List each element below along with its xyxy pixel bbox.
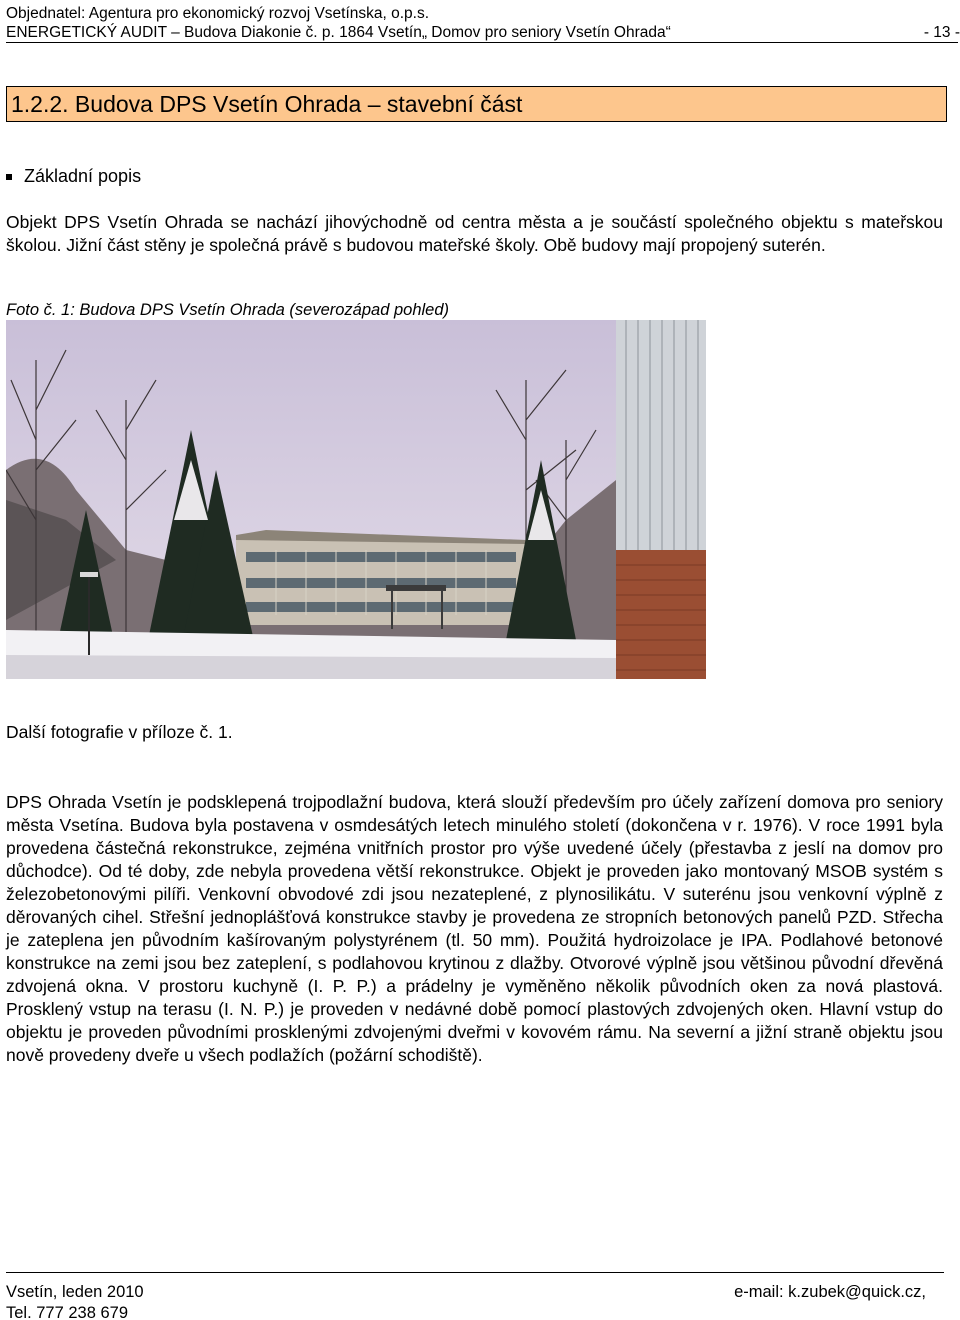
description-paragraph: DPS Ohrada Vsetín je podsklepená trojpodlažní budova, která slouží především pro účely zařízení domova pro seniory města Vsetína. Budova byla postavena v osmdesátých letech minulého století (dokončena v r. 1976). V roce 1991 byla provedena částečná rekonstrukce, zejména vnitřních prostor pro výše uvedené účely (přestavba z jeslí na domov pro důchodce). Od té doby, zde nebyla provedena větší rekonstrukce. Objekt je proveden jako montovaný MSOB systém s železobetonovými pilíři. Venkovní obvodové zdi jsou nezateplené, z plynosilikátu. V suterénu jsou venkovní výplně z děrovaných cihel. Střešní jednoplášťová konstrukce stavby je provedena ze stropních betonových panelů PZD. Střecha je zateplena jen původním kašírovaným polystyrénem (tl. 50 mm). Použitá hydroizolace je IPA. Podlahové betonové konstrukce na zemi jsou bez zateplení, s podlahovou krytinou z dlažby. Otvorové výplně jsou většinou původní dřevěná zdvojená okna. V prostoru kuchyně (I. P. P.) a prádelny je vyměněno několik původních oken za nová plastová. Prosklený vstup na terasu (I. N. P.) je proveden v nedávné době pomocí plastových zdvojených oken. Hlavní vstup do objektu je proveden původními prosklenými zdvojenými dveřmi v kovovém rámu. Na severní a jižní straně objektu jsou nově provedeny dveře u všech podlažích (požární schodiště). (6, 792, 943, 1065)
photo-caption: Foto č. 1: Budova DPS Vsetín Ohrada (severozápad pohled) (6, 301, 450, 319)
further-photos-note: Další fotografie v příloze č. 1. (6, 722, 233, 742)
footer-email: e-mail: k.zubek@quick.cz, (734, 1283, 926, 1301)
section-title: 1.2.2. Budova DPS Vsetín Ohrada – stavební část (6, 86, 947, 122)
footer-phone: Tel. 777 238 679 (6, 1304, 129, 1320)
header-audit-line: ENERGETICKÝ AUDIT – Budova Diakonie č. p. 1864 Vsetín„ Domov pro seniory Vsetín Ohrada“ (6, 24, 671, 41)
header-client-line: Objednatel: Agentura pro ekonomický rozvoj Vsetínska, o.p.s. (6, 5, 430, 22)
intro-paragraph: Objekt DPS Vsetín Ohrada se nachází jihovýchodně od centra města a je součástí společného objektu s mateřskou školou. Jižní část stěny je společná právě s budovou mateřské školy. Obě budovy mají propojený suterén. (6, 212, 943, 255)
page-number: - 13 - (923, 24, 960, 41)
subheading-text: Základní popis (24, 166, 142, 186)
building-photo (6, 320, 706, 679)
footer-divider (6, 1272, 944, 1273)
page-footer (6, 1282, 926, 1320)
footer-place-date: Vsetín, leden 2010 (6, 1283, 144, 1301)
bullet-square-icon (6, 174, 12, 180)
page-header (6, 4, 960, 42)
subheading (6, 166, 141, 187)
header-divider (6, 42, 958, 43)
building-photo-illustration (6, 320, 706, 679)
